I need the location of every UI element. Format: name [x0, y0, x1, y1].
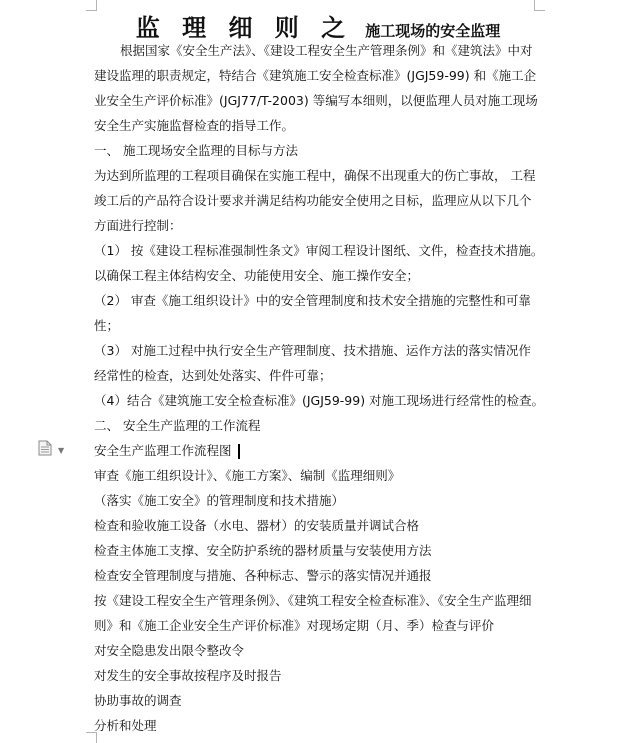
flow-step: （落实《施工安全》的管理制度和技术措施）	[94, 493, 345, 508]
flow-step: 分析和处理	[94, 718, 157, 733]
flow-step: 对安全隐患发出限令整改令	[94, 643, 245, 658]
flowchart-title-line[interactable]	[94, 442, 240, 460]
flow-step: 按《建设工程安全生产管理条例》、《建筑工程安全检查标准》、《安全生产监理细	[94, 593, 532, 608]
list-item: （4）结合《建筑施工安全检查标准》(JGJ59-99) 对施工现场进行经常性的检查。	[94, 393, 545, 408]
flow-step: 检查安全管理制度与措施、各种标志、警示的落实情况并通报	[94, 568, 432, 583]
list-item: （2） 审查《施工组织设计》中的安全管理制度和技术安全措施的完整性和可靠	[94, 293, 531, 308]
paragraph-line: 为达到所监理的工程项目确保在实施工程中，确保不出现重大的伤亡事故， 工程	[94, 168, 536, 183]
flow-step: 协助事故的调查	[94, 693, 182, 708]
section-heading: 一、 施工现场安全监理的目标与方法	[94, 143, 298, 158]
document-paste-options-icon[interactable]	[38, 440, 52, 456]
list-item-continuation: 性；	[94, 318, 120, 333]
paragraph-line: 业安全生产评价标准》(JGJ77/T-2003) 等编写本细则，以便监理人员对施工现场	[94, 93, 538, 108]
list-item: （1） 按《建设工程标准强制性条文》审阅工程设计图纸、文件，检查技术措施。	[94, 243, 544, 258]
flow-step: 检查主体施工支撑、安全防护系统的器材质量与安装使用方法	[94, 543, 432, 558]
title-subtitle: 施工现场的安全监理	[365, 22, 501, 40]
flow-step-continuation: 则》和《施工企业安全生产评价标准》对现场定期（月、季）检查与评价	[94, 618, 495, 633]
paragraph-line: 方面进行控制：	[94, 218, 182, 233]
paragraph-line: 建设监理的职责规定，特结合《建筑施工安全检查标准》(JGJ59-99) 和《施工企	[94, 68, 537, 83]
chevron-down-icon[interactable]: ▼	[58, 446, 65, 455]
document-title	[0, 8, 636, 40]
list-item-continuation: 以确保工程主体结构安全、功能使用安全、施工操作安全；	[94, 268, 420, 283]
flow-step: 审查《施工组织设计》、《施工方案》、编制《监理细则》	[94, 468, 401, 483]
list-item-continuation: 经常性的检查，达到处处落实、件件可靠；	[94, 368, 332, 383]
text-cursor	[238, 444, 240, 459]
list-item: （3） 对施工过程中执行安全生产管理制度、技术措施、运作方法的落实情况作	[94, 343, 531, 358]
title-main: 监 理 细 则 之	[135, 13, 353, 42]
paragraph-line: 安全生产实施监督检查的指导工作。	[94, 118, 295, 133]
flow-step: 对发生的安全事故按程序及时报告	[94, 668, 282, 683]
flowchart-title: 安全生产监理工作流程图	[94, 443, 232, 458]
paragraph-line: 根据国家《安全生产法》、《建设工程安全生产管理条例》和《建筑法》中对	[120, 43, 533, 58]
flow-step: 检查和验收施工设备（水电、器材）的安装质量并调试合格	[94, 518, 420, 533]
paragraph-line: 竣工后的产品符合设计要求并满足结构功能安全使用之目标，监理应从以下几个	[94, 193, 532, 208]
section-heading: 二、 安全生产监理的工作流程	[94, 418, 261, 433]
